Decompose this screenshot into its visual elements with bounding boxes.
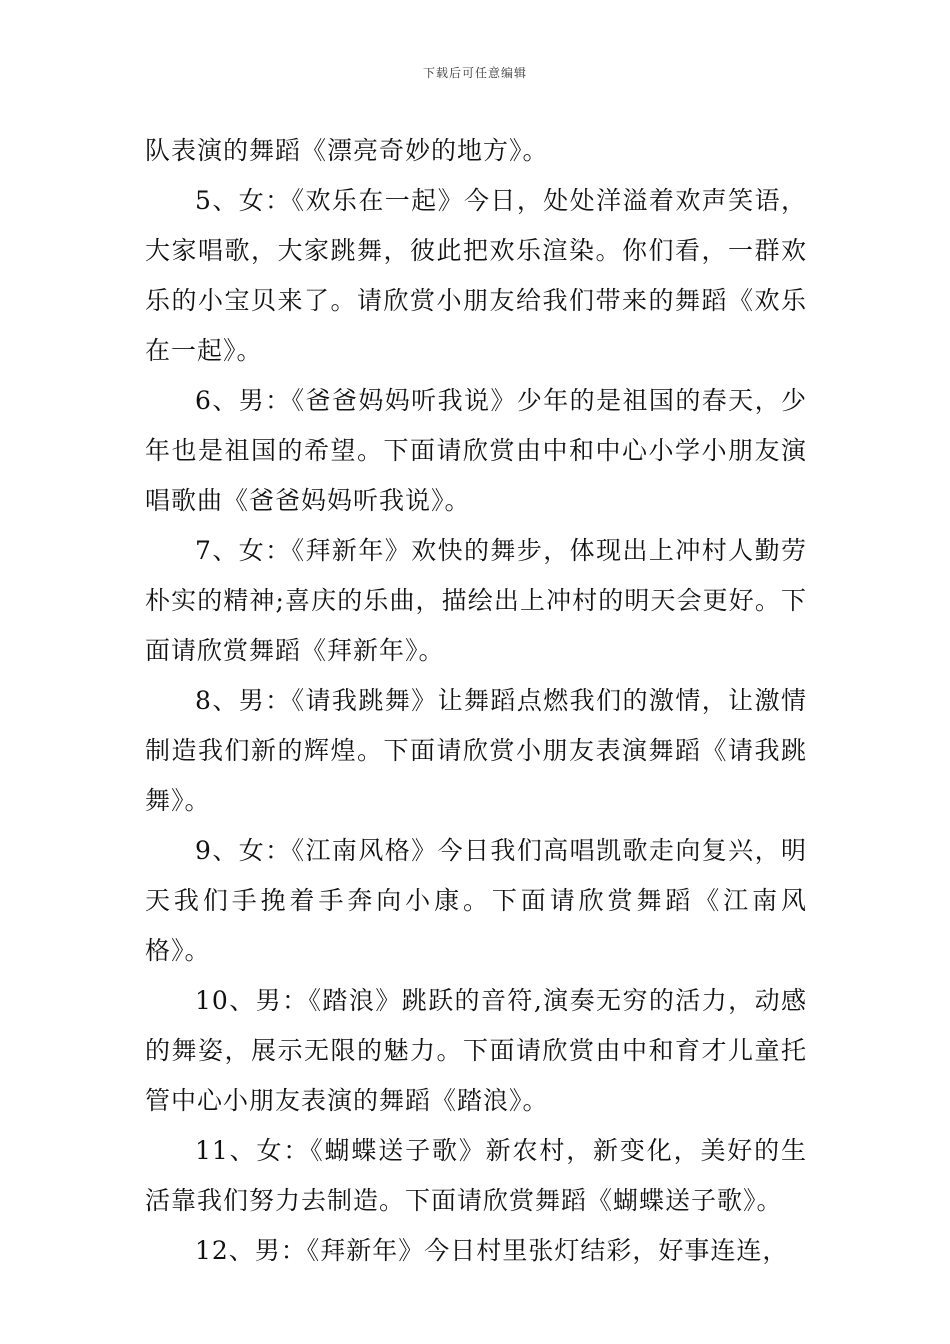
- paragraph-item-5: 5、女：《欢乐在一起》今日，处处洋溢着欢声笑语，大家唱歌，大家跳舞，彼此把欢乐渲染。你们看，一群欢乐的小宝贝来了。请欣赏小朋友给我们带来的舞蹈《欢乐在一起》。: [145, 186, 807, 365]
- paragraph-item-11: 11、女：《蝴蝶送子歌》新农村，新变化，美好的生活靠我们努力去制造。下面请欣赏舞蹈《蝴蝶送子歌》。: [145, 1136, 807, 1215]
- page-header-note: 下载后可任意编辑: [422, 66, 527, 80]
- paragraph-item-10: 10、男：《踏浪》跳跃的音符,演奏无穷的活力，动感的舞姿，展示无限的魅力。下面请欣赏由中和育才儿童托管中心小朋友表演的舞蹈《踏浪》。: [145, 986, 807, 1115]
- paragraph-item-9: 9、女：《江南风格》今日我们高唱凯歌走向复兴，明天我们手挽着手奔向小康。下面请欣赏舞蹈《江南风格》。: [145, 836, 807, 965]
- paragraph-item-12: 12、男：《拜新年》今日村里张灯结彩，好事连连，: [195, 1236, 789, 1265]
- document-body: [145, 126, 807, 1276]
- paragraph-item-7: 7、女：《拜新年》欢快的舞步，体现出上冲村人勤劳朴实的精神;喜庆的乐曲，描绘出上冲村的明天会更好。下面请欣赏舞蹈《拜新年》。: [145, 536, 807, 665]
- paragraph-continuation: 队表演的舞蹈《漂亮奇妙的地方》。: [145, 136, 549, 165]
- paragraph-item-6: 6、男：《爸爸妈妈听我说》少年的是祖国的春天，少年也是祖国的希望。下面请欣赏由中和中心小学小朋友演唱歌曲《爸爸妈妈听我说》。: [145, 386, 807, 515]
- paragraph-item-8: 8、男：《请我跳舞》让舞蹈点燃我们的激情，让激情制造我们新的辉煌。下面请欣赏小朋友表演舞蹈《请我跳舞》。: [145, 686, 807, 815]
